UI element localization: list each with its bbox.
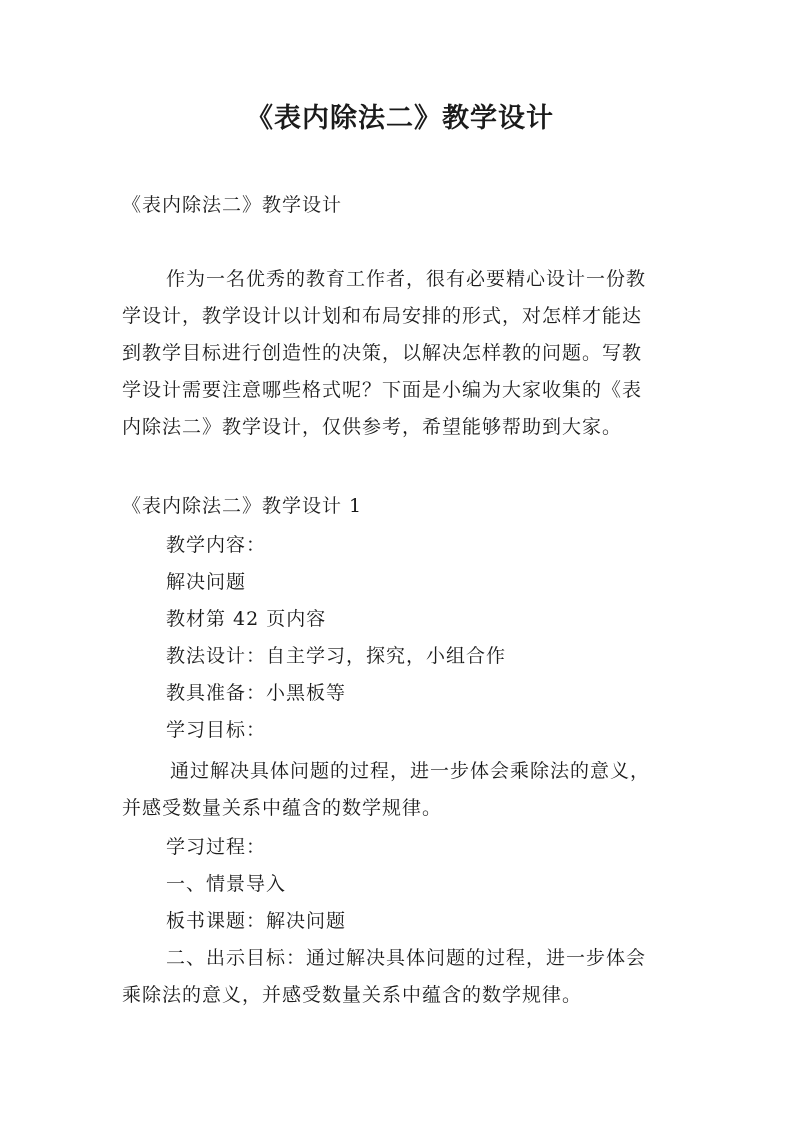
section-heading: 《表内除法二》教学设计 1 xyxy=(122,495,363,517)
intro-line: 内除法二》教学设计，仅供参考，希望能够帮助到大家。 xyxy=(122,416,623,438)
document-subtitle: 《表内除法二》教学设计 xyxy=(122,194,343,216)
content-line: 教具准备：小黑板等 xyxy=(166,682,347,704)
content-line: 二、出示目标：通过解决具体问题的过程，进一步体会 xyxy=(166,947,647,969)
content-line: 教学内容： xyxy=(166,534,267,556)
intro-line: 到教学目标进行创造性的决策，以解决怎样教的问题。写教 xyxy=(122,342,643,364)
content-line: 一、情景导入 xyxy=(166,873,287,895)
document-title: 《表内除法二》教学设计 xyxy=(246,103,554,134)
intro-line: 学设计，教学设计以计划和布局安排的形式，对怎样才能达 xyxy=(122,305,643,327)
intro-line: 学设计需要注意哪些格式呢？下面是小编为大家收集的《表 xyxy=(122,379,643,401)
content-line: 板书课题：解决问题 xyxy=(166,910,347,932)
content-line: 教法设计：自主学习，探究，小组合作 xyxy=(166,645,507,667)
intro-line: 作为一名优秀的教育工作者，很有必要精心设计一份教 xyxy=(166,268,647,290)
content-line: 并感受数量关系中蕴含的数学规律。 xyxy=(122,797,443,819)
content-line: 解决问题 xyxy=(166,571,247,593)
content-line: 通过解决具体问题的过程，进一步体会乘除法的意义， xyxy=(170,760,651,782)
content-line: 学习过程： xyxy=(166,836,267,858)
content-line: 乘除法的意义，并感受数量关系中蕴含的数学规律。 xyxy=(122,984,583,1006)
content-line: 学习目标： xyxy=(166,719,267,741)
content-line: 教材第 42 页内容 xyxy=(166,608,327,630)
